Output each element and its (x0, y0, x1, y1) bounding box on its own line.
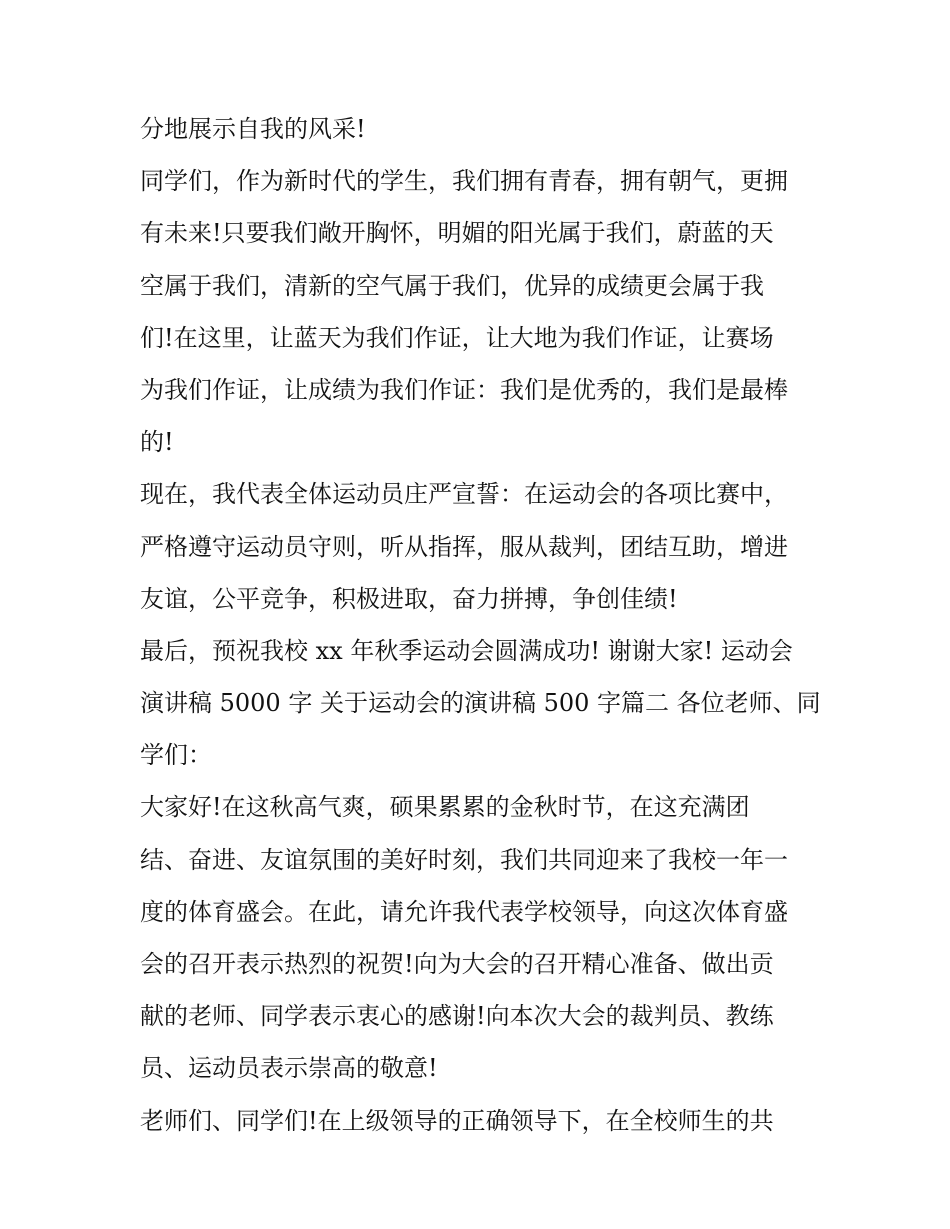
text-line: 严格遵守运动员守则，听从指挥，服从裁判，团结互助，增进 (140, 532, 788, 561)
text-line: 大家好!在这秋高气爽，硕果累累的金秋时节，在这充满团 (140, 793, 750, 822)
text-line: 为我们作证，让成绩为我们作证：我们是优秀的，我们是最棒 (140, 375, 788, 404)
text-line: 友谊，公平竞争，积极进取，奋力拼搏，争创佳绩! (140, 584, 678, 613)
text-line: 有未来!只要我们敞开胸怀，明媚的阳光属于我们，蔚蓝的天 (140, 219, 774, 248)
text-line: 现在，我代表全体运动员庄严宣誓：在运动会的各项比赛中， (140, 480, 788, 509)
text-line: 度的体育盛会。在此，请允许我代表学校领导，向这次体育盛 (140, 897, 788, 926)
text-line: 献的老师、同学表示衷心的感谢!向本次大会的裁判员、教练 (140, 1002, 774, 1031)
text-line: 演讲稿 5000 字 关于运动会的演讲稿 500 字篇二 各位老师、同 (140, 689, 821, 718)
text-line: 分地展示自我的风采! (140, 115, 366, 143)
text-line: 们!在这里，让蓝天为我们作证，让大地为我们作证，让赛场 (140, 323, 774, 352)
text-line: 同学们，作为新时代的学生，我们拥有青春，拥有朝气，更拥 (140, 167, 788, 196)
text-line: 结、奋进、友谊氛围的美好时刻，我们共同迎来了我校一年一 (140, 845, 788, 874)
text-line: 老师们、同学们!在上级领导的正确领导下，在全校师生的共 (140, 1106, 774, 1135)
document-text (140, 103, 820, 1147)
text-line: 会的召开表示热烈的祝贺!向为大会的召开精心准备、做出贡 (140, 950, 774, 978)
text-line: 最后，预祝我校 xx 年秋季运动会圆满成功! 谢谢大家! 运动会 (140, 636, 793, 665)
text-line: 空属于我们，清新的空气属于我们，优异的成绩更会属于我 (140, 271, 764, 300)
text-line: 的! (140, 428, 174, 457)
text-line: 学们： (140, 741, 212, 770)
text-line: 员、运动员表示崇高的敬意! (140, 1054, 438, 1083)
